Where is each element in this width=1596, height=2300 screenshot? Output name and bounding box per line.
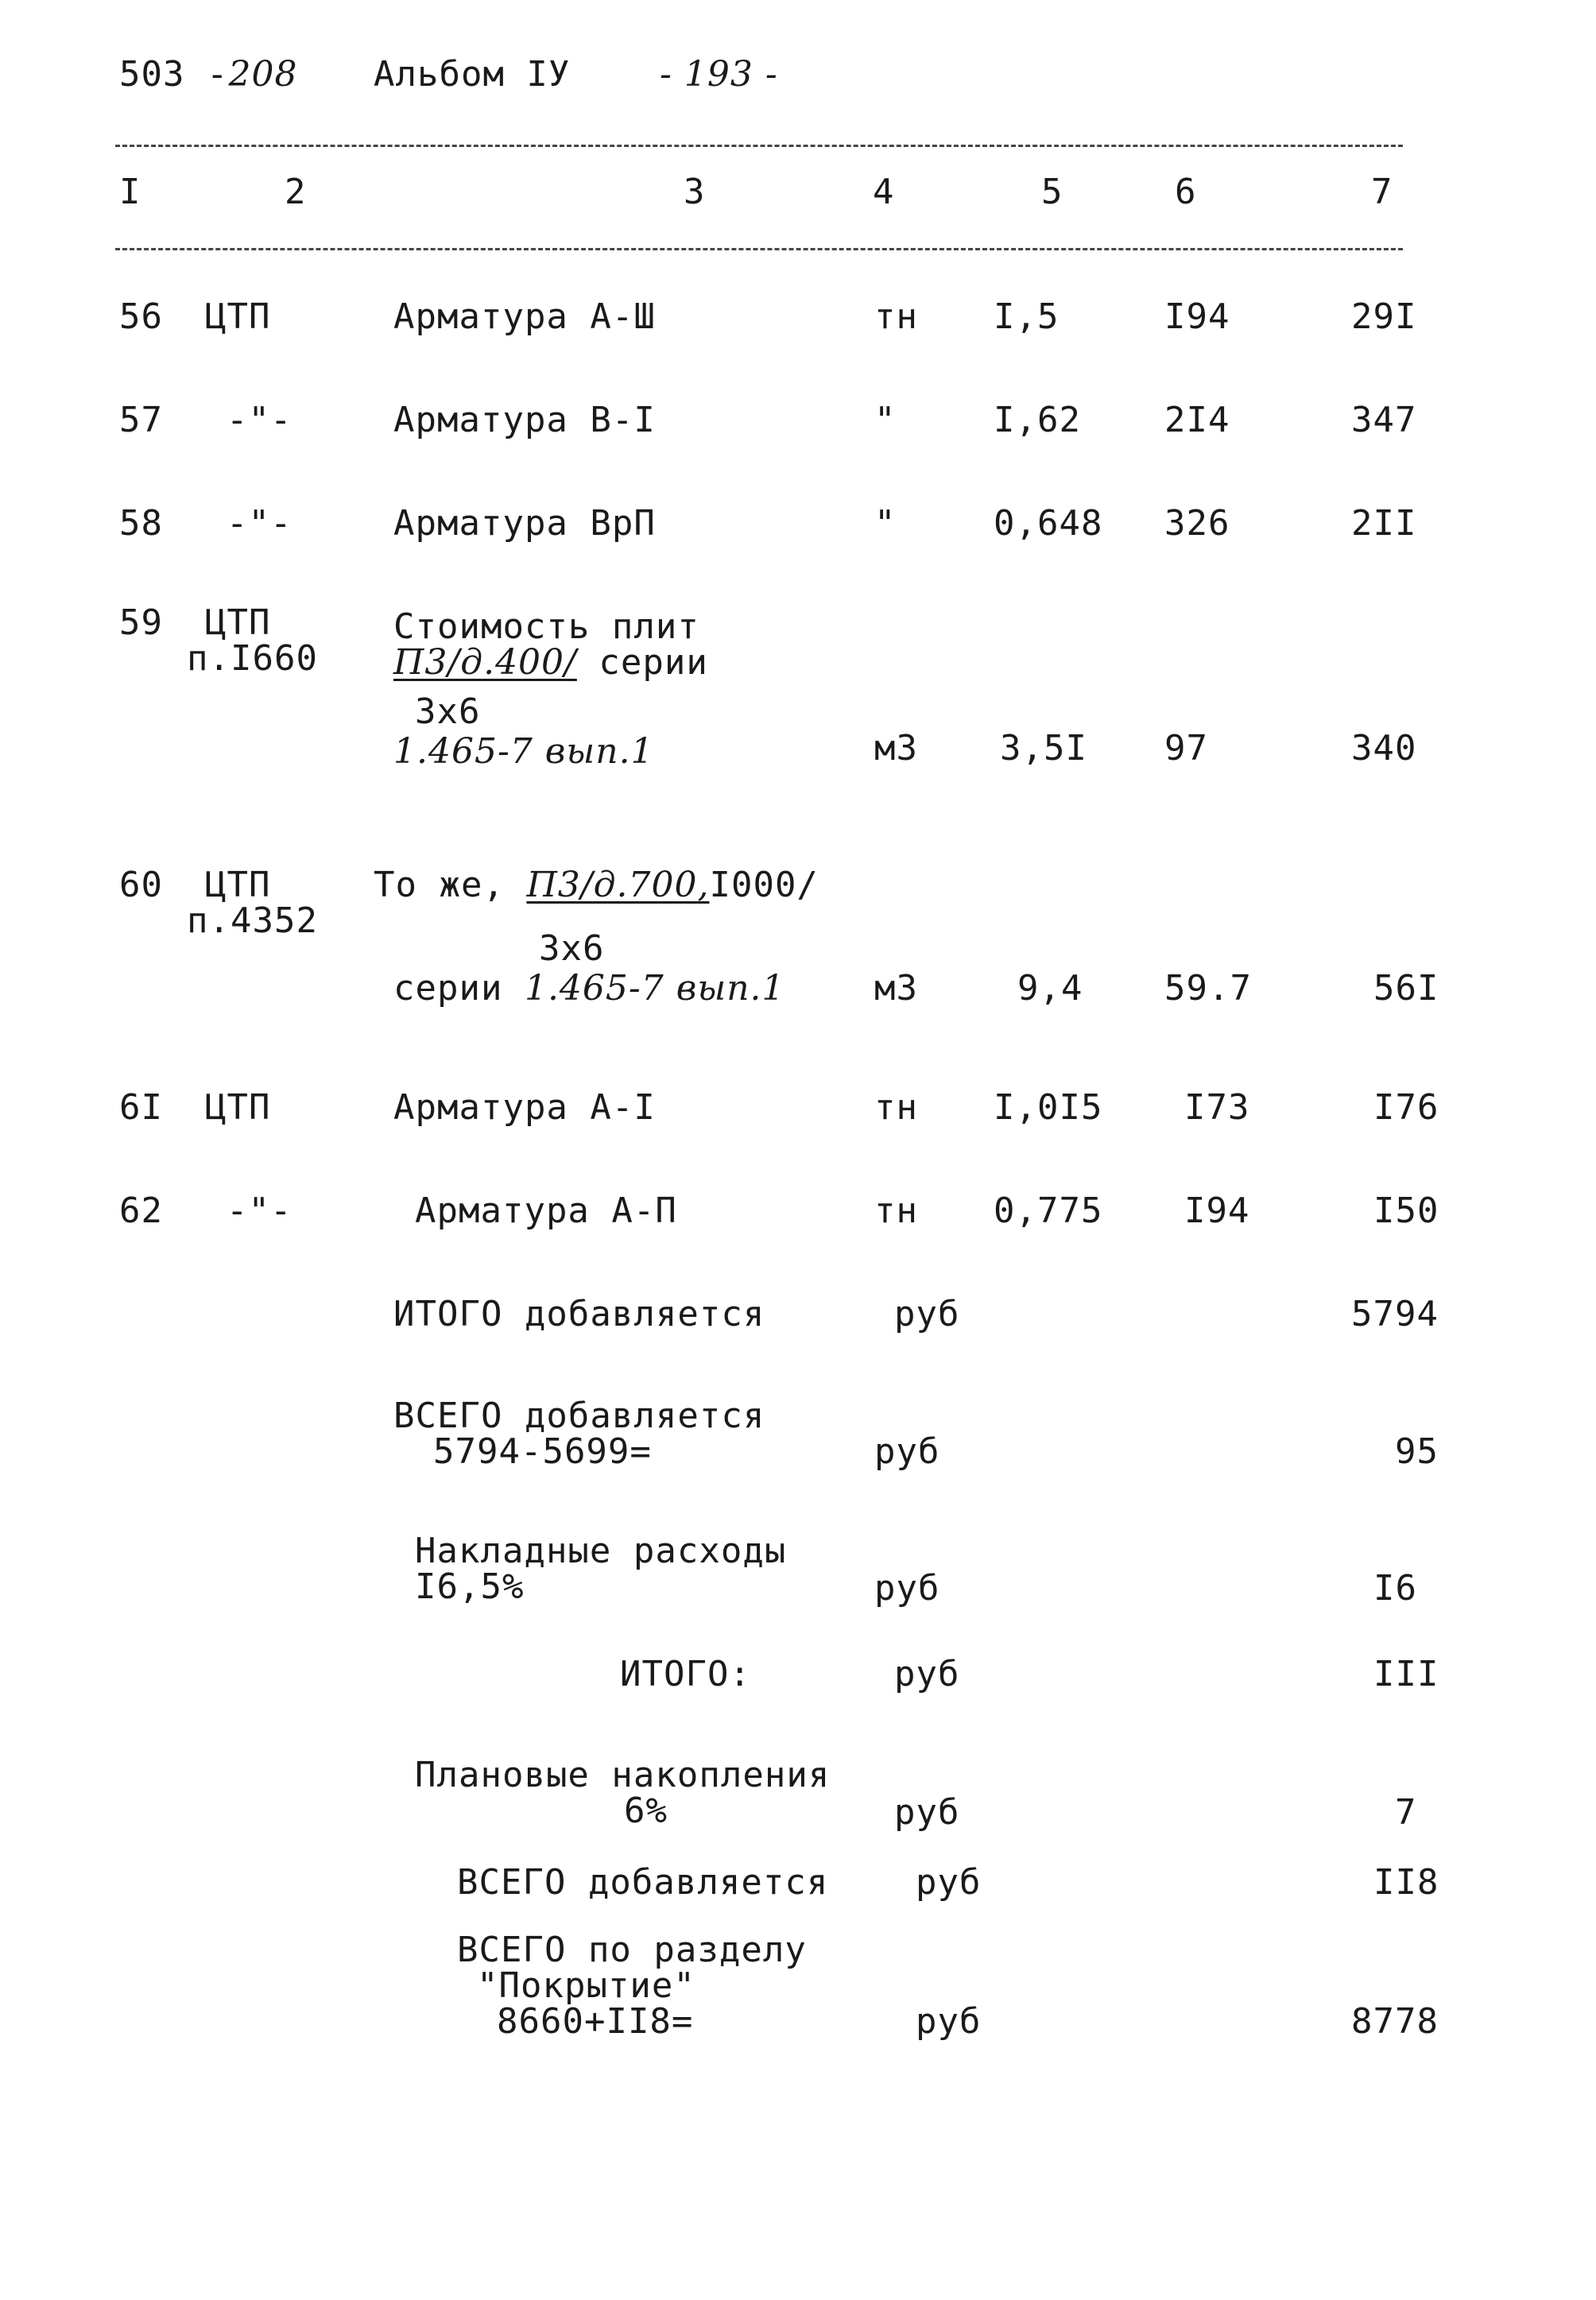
row-number: 59 (119, 602, 163, 643)
row-number: 62 (119, 1191, 163, 1231)
row-ref-point: п.4352 (187, 900, 318, 941)
summary-label: ИТОГО добавляется (393, 1294, 765, 1334)
row-name-line2: 3х6 (539, 928, 605, 969)
row-unit: тн (874, 1191, 918, 1231)
row-unit: м3 (874, 728, 918, 769)
document-code (119, 56, 297, 94)
row-number: 58 (119, 503, 163, 544)
row-unit: тн (874, 296, 918, 337)
summary-unit: руб (916, 1862, 982, 1903)
row-ref: ЦТП (205, 602, 271, 643)
row-ref: -"- (227, 1191, 292, 1231)
summary-value: II8 (1373, 1862, 1439, 1903)
summary-label: ИТОГО: (620, 1654, 751, 1694)
summary-unit: руб (916, 2001, 982, 2042)
col-5: 5 (1041, 172, 1063, 212)
row-price: 59.7 (1164, 968, 1252, 1009)
row-price: 97 (1164, 728, 1208, 769)
row-name: Арматура А-I (393, 1087, 656, 1128)
series-label: серии (576, 642, 708, 683)
row-number: 57 (119, 400, 163, 440)
row-name-line1: Стоимость плит (393, 606, 699, 647)
row-name: Арматура ВрП (393, 503, 656, 544)
row-number: 6I (119, 1087, 163, 1128)
row-price: 2I4 (1164, 400, 1230, 440)
summary-label: ВСЕГО добавляется (457, 1862, 829, 1903)
row-price: I94 (1184, 1191, 1250, 1231)
row-qty: 3,5I (1000, 728, 1087, 769)
row-qty: 0,775 (994, 1191, 1103, 1231)
row-name-line4: 1.465-7 вып.1 (393, 731, 654, 772)
row-price: 326 (1164, 503, 1230, 544)
row-qty: I,62 (994, 400, 1081, 440)
row-number: 56 (119, 296, 163, 337)
code-prefix: 503 - (119, 54, 229, 95)
row-ref: -"- (227, 400, 292, 440)
row-total: I76 (1373, 1087, 1439, 1128)
col-2: 2 (285, 172, 307, 212)
row-number: 60 (119, 865, 163, 905)
summary-label-line1: ВСЕГО по разделу (457, 1930, 807, 1970)
row-unit: м3 (874, 968, 918, 1009)
series-handwritten-number: 1.465-7 вып.1 (524, 968, 785, 1009)
series-label: серии (393, 968, 525, 1009)
series-handwritten: П3/д.400/ (393, 642, 577, 683)
col-6: 6 (1175, 172, 1197, 212)
header-rule-top (115, 145, 1403, 147)
summary-value: 8778 (1351, 2001, 1439, 2042)
summary-unit: руб (894, 1654, 960, 1694)
col-4: 4 (873, 172, 895, 212)
summary-unit: руб (894, 1294, 960, 1334)
row-name-line2 (393, 644, 708, 682)
row-ref: ЦТП (205, 865, 271, 905)
row-qty: 0,648 (994, 503, 1103, 544)
row-unit: " (874, 400, 897, 440)
row-total: 340 (1351, 728, 1417, 769)
col-3: 3 (684, 172, 706, 212)
summary-label-line1: ВСЕГО добавляется (393, 1396, 765, 1436)
row-name: Арматура В-I (393, 400, 656, 440)
row-total: 29I (1351, 296, 1417, 337)
same-label: То же, (374, 865, 527, 905)
summary-unit: руб (894, 1792, 960, 1833)
row-unit: " (874, 503, 897, 544)
series-handwritten: П3/д.700, (526, 865, 710, 905)
summary-label-line2: "Покрытие" (477, 1965, 695, 2006)
summary-value: 5794 (1351, 1294, 1439, 1334)
row-price: I73 (1184, 1087, 1250, 1128)
row-total: I50 (1373, 1191, 1439, 1231)
summary-value: 7 (1395, 1792, 1417, 1833)
summary-value: 95 (1395, 1431, 1439, 1472)
summary-label-line1: Плановые накопления (415, 1755, 831, 1795)
col-1: I (119, 172, 141, 212)
summary-unit: руб (874, 1568, 940, 1609)
row-qty: I,5 (994, 296, 1059, 337)
series-rest: I000/ (709, 865, 819, 905)
summary-value: I6 (1373, 1568, 1417, 1609)
summary-unit: руб (874, 1431, 940, 1472)
row-qty: I,0I5 (994, 1087, 1103, 1128)
summary-label-line2: 5794-5699= (433, 1431, 652, 1472)
summary-label-line3: 8660+II8= (497, 2001, 694, 2042)
summary-label-line2: 6% (624, 1791, 668, 1831)
row-ref: -"- (227, 503, 292, 544)
row-qty: 9,4 (1017, 968, 1083, 1009)
row-ref: ЦТП (205, 296, 271, 337)
row-total: 56I (1373, 968, 1439, 1009)
row-total: 2II (1351, 503, 1417, 544)
header-rule-bottom (115, 248, 1403, 250)
row-name-line1 (374, 866, 819, 904)
row-name-line3: 3х6 (415, 691, 481, 732)
code-handwritten: 208 (228, 54, 298, 95)
row-ref-point: п.I660 (187, 638, 318, 679)
row-name-line3 (393, 970, 785, 1008)
album-title: Альбом IУ (374, 54, 571, 95)
row-total: 347 (1351, 400, 1417, 440)
summary-label-line2: I6,5% (415, 1566, 525, 1607)
page-number: - 193 - (660, 54, 778, 95)
row-unit: тн (874, 1087, 918, 1128)
col-7: 7 (1371, 172, 1393, 212)
row-ref: ЦТП (205, 1087, 271, 1128)
summary-label-line1: Накладные расходы (415, 1531, 787, 1571)
row-name: Арматура А-П (415, 1191, 677, 1231)
row-name: Арматура А-Ш (393, 296, 656, 337)
summary-value: III (1373, 1654, 1439, 1694)
row-price: I94 (1164, 296, 1230, 337)
